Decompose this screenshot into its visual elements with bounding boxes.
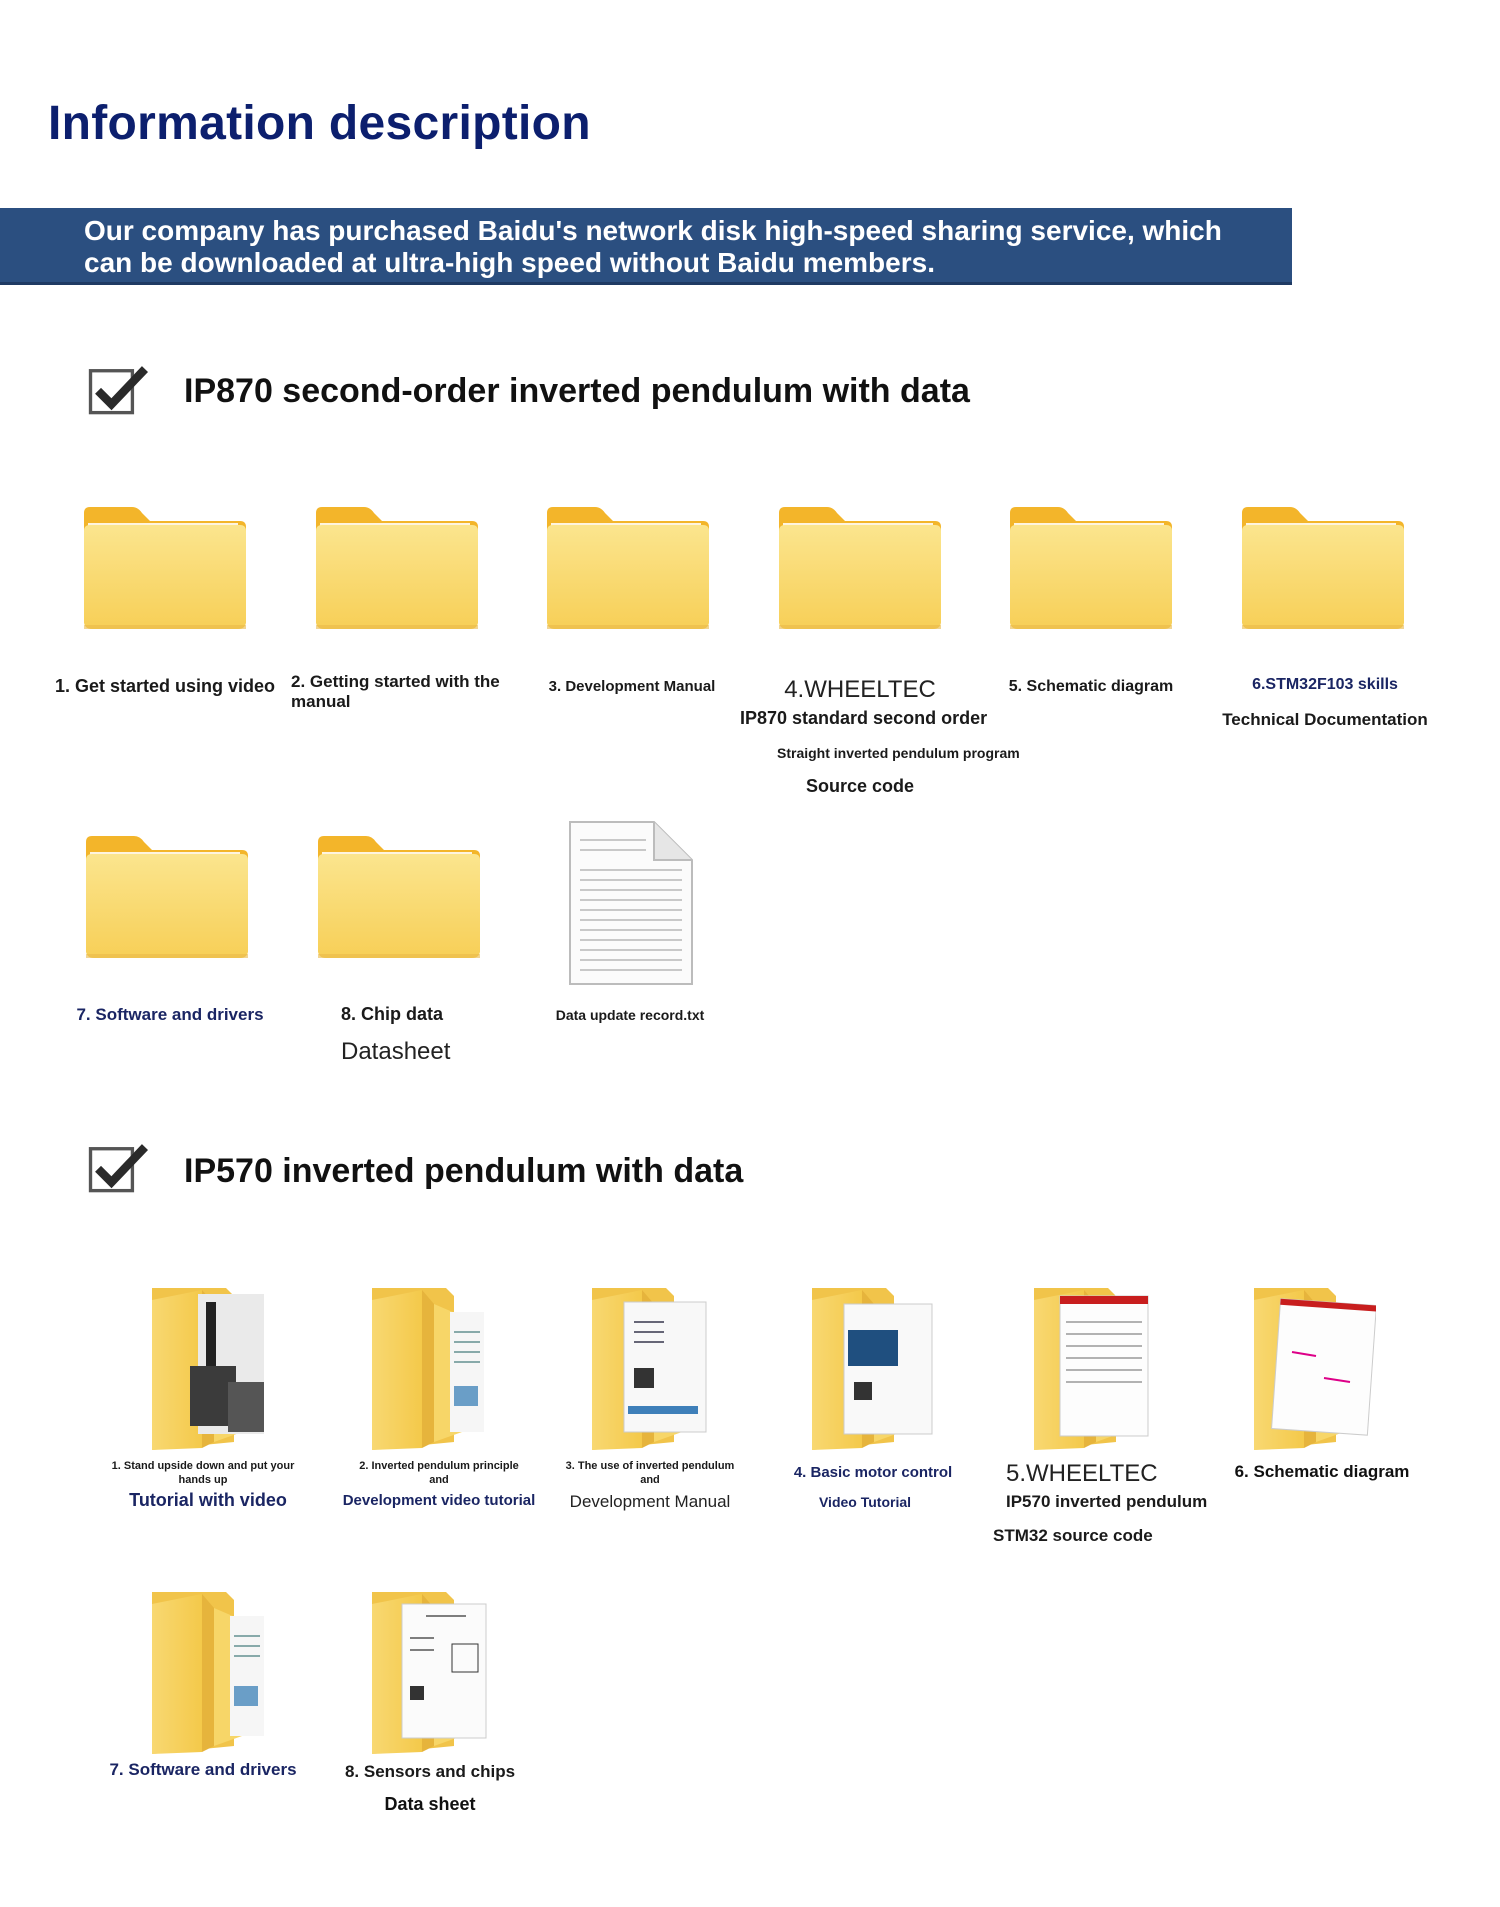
folder-icon[interactable] <box>775 503 945 633</box>
folder-icon[interactable] <box>312 503 482 633</box>
folder-source-preview-icon[interactable] <box>1026 1282 1156 1452</box>
folder-schematic-preview-icon[interactable] <box>1246 1282 1376 1452</box>
folder2-label-2-line1: 2. Inverted pendulum principle <box>359 1460 519 1472</box>
folder2-label-8-line2: Data sheet <box>384 1794 476 1814</box>
folder-icon[interactable] <box>1006 503 1176 633</box>
page-title: Information description <box>48 97 591 150</box>
folder2-label-5-line2: IP570 inverted pendulum <box>1006 1492 1208 1511</box>
folder-icon[interactable] <box>314 832 484 962</box>
folder-icon[interactable] <box>543 503 713 633</box>
folder-label-7: 7. Software and drivers <box>76 1005 264 1024</box>
folder-video-preview-icon[interactable] <box>144 1282 274 1452</box>
folder-label-4-line1: 4.WHEELTEC <box>784 676 936 703</box>
folder2-label-1-line2: hands up <box>178 1474 228 1486</box>
folder-label-8-line1: 8. Chip data <box>341 1004 444 1024</box>
folder-sensors-preview-icon[interactable] <box>364 1586 494 1756</box>
folder2-label-1-line3: Tutorial with video <box>129 1490 287 1510</box>
folder2-label-8-line1: 8. Sensors and chips <box>344 1762 516 1781</box>
folder-label-6-line1: 6.STM32F103 skills <box>1252 676 1398 693</box>
folder-icon[interactable] <box>80 503 250 633</box>
folder-label-1: 1. Get started using video <box>54 676 276 696</box>
folder-label-2: 2. Getting started with the manual <box>291 672 500 711</box>
section2-checkbox-icon <box>88 1142 150 1199</box>
folder-label-8-line2: Datasheet <box>341 1038 451 1065</box>
folder2-label-4-line2: Video Tutorial <box>818 1494 912 1510</box>
folder2-label-6: 6. Schematic diagram <box>1234 1462 1410 1481</box>
folder2-label-4-line1: 4. Basic motor control <box>793 1464 953 1481</box>
folder-label-6-line2: Technical Documentation <box>1222 710 1428 729</box>
folder-label-4-line2: IP870 standard second order <box>740 708 988 728</box>
folder-software-preview-icon[interactable] <box>144 1586 274 1756</box>
folder2-label-1-line1: 1. Stand upside down and put your <box>111 1460 295 1472</box>
folder-label-3: 3. Development Manual <box>548 678 716 695</box>
folder-label-4-line4: Source code <box>805 776 915 796</box>
info-banner <box>0 208 1292 285</box>
folder-label-4-line3: Straight inverted pendulum program <box>777 745 1020 761</box>
folder-label-5: 5. Schematic diagram <box>1008 678 1174 695</box>
file-label-txt: Data update record.txt <box>555 1007 705 1023</box>
text-file-icon[interactable] <box>566 818 696 988</box>
folder2-label-5-line1: 5.WHEELTEC <box>1006 1460 1158 1487</box>
folder-manual-preview-icon[interactable] <box>584 1282 714 1452</box>
folder-tutorial-preview-icon[interactable] <box>364 1282 494 1452</box>
folder2-label-2-line3: Development video tutorial <box>342 1492 536 1509</box>
folder-icon[interactable] <box>1238 503 1408 633</box>
section1-checkbox-icon <box>88 364 150 421</box>
folder2-label-2-line2: and <box>429 1474 449 1486</box>
folder2-label-5-line3: STM32 source code <box>993 1526 1153 1545</box>
folder2-label-7: 7. Software and drivers <box>109 1760 297 1779</box>
folder-motor-preview-icon[interactable] <box>804 1282 934 1452</box>
section1-heading: IP870 second-order inverted pendulum with data <box>184 372 970 410</box>
folder2-label-3-line1: 3. The use of inverted pendulum <box>565 1460 735 1472</box>
folder2-label-3-line2: and <box>640 1474 660 1486</box>
folder-icon[interactable] <box>82 832 252 962</box>
banner-text: Our company has purchased Baidu's network disk high-speed sharing service, which can be downloaded at ultra-high speed without Baidu members. <box>84 215 1222 278</box>
section2-heading: IP570 inverted pendulum with data <box>184 1152 744 1190</box>
folder2-label-3-line3: Development Manual <box>569 1492 731 1511</box>
